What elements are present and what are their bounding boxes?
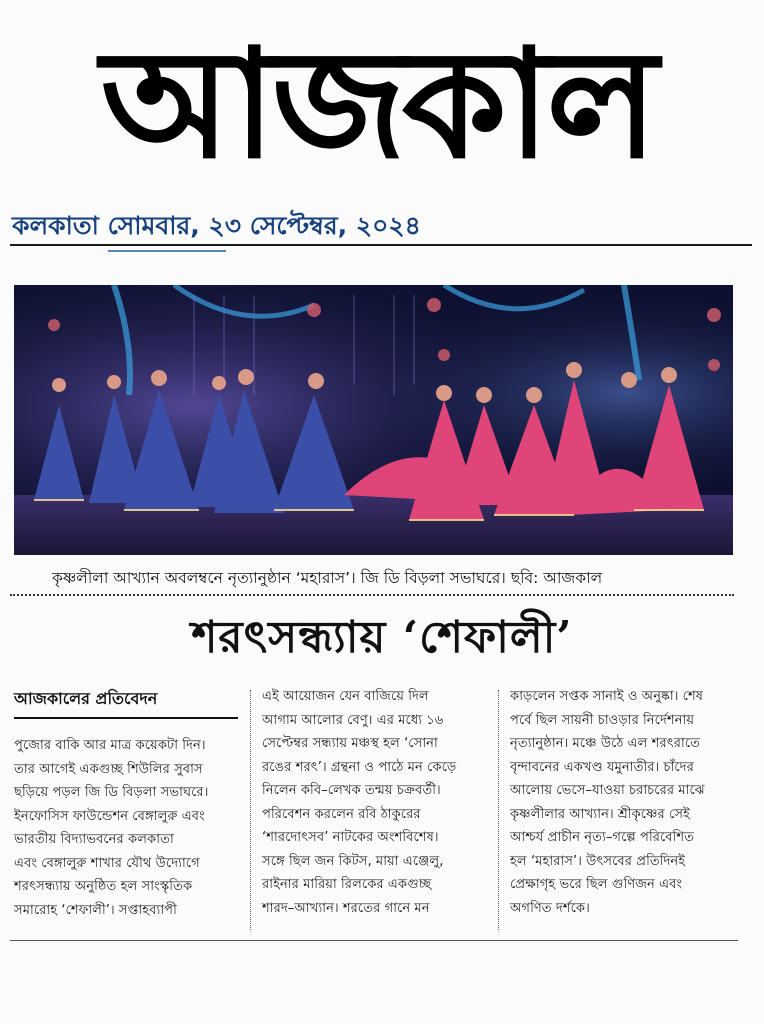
bottom-rule	[10, 940, 738, 941]
masthead	[10, 6, 745, 202]
caption-rule	[10, 594, 734, 596]
dance-photo-icon	[14, 285, 733, 555]
article-column-1: পুজোর বাকি আর মাত্র কয়েকটা দিন। তার আগেই একগুচ্ছ শিউলির সুবাস ছড়িয়ে পড়ল জি ডি বিড়লা সভাঘরে। ইনফোসিস ফাউন্ডেশন বেঙ্গালুরু এবং ভারতীয় বিদ্যাভবনের কলকাতা এবং বেঙ্গালুরু শাখার যৌথ উদ্যোগে শরৎসন্ধ্যায় অনুষ্ঠিত হল সাংস্কৃতিক সমারোহ ‘শেফালী’। সপ্তাহব্যাপী	[14, 738, 209, 918]
column-divider	[250, 690, 251, 930]
headline: শরৎসন্ধ্যায় ‘শেফালী’	[191, 612, 573, 663]
article-column-2: এই আয়োজন যেন বাজিয়ে দিল আগাম আলোর বেণু। এর মধ্যে ১৬ সেপ্টেম্বর সন্ধ্যায় মঞ্চস্থ হল ‘সোনা রঙের শরৎ’। গ্রন্থনা ও পাঠে মন কেড়ে নিলেন কবি–লেখক তন্ময় চক্রবর্তী। পরিবেশন করলেন রবি ঠাকুরের ‘শারদোৎসব’ নাটকের অংশবিশেষ। সঙ্গে ছিল জন কিটস, মায়া এঞ্জেলু, রাইনার মারিয়া রিলকের একগুচ্ছ শারদ–আখ্যান। শরতের গানে মন	[262, 689, 457, 916]
column-divider	[498, 690, 499, 930]
accent-rule	[108, 250, 226, 252]
article-column-3: কাড়লেন সপ্তক সানাই ও অনুষ্কা। শেষ পর্বে ছিল সায়নী চাওড়ার নির্দেশনায় নৃত্যানুষ্ঠান। মঞ্চে উঠে এল শরৎরাতে বৃন্দাবনের একখণ্ড যমুনাতীর। চাঁদের আলোয় ভেসে–যাওয়া চরাচরের মাঝে কৃষ্ণলীলার আখ্যান। শ্রীকৃষ্ণের সেই আশ্চর্য প্রাচীন নৃত্য–গল্পে পরিবেশিত হল ‘মহারাস’। উৎসবের প্রতিদিনই প্রেক্ষাগৃহ ভরে ছিল গুণিজন এবং অগণিত দর্শকে।	[510, 689, 705, 916]
dateline: কলকাতা সোমবার, ২৩ সেপ্টেম্বর, ২০২৪	[12, 211, 421, 240]
photo-caption: কৃষ্ণলীলা আখ্যান অবলম্বনে নৃত্যানুষ্ঠান ‘মহারাস’। জি ডি বিড়লা সভাঘরে। ছবি: আজকাল	[52, 569, 603, 587]
masthead-rule	[10, 244, 752, 246]
byline: আজকালের প্রতিবেদন	[14, 686, 238, 719]
masthead-title: আজকাল	[100, 16, 655, 192]
dance-photo	[14, 285, 733, 555]
